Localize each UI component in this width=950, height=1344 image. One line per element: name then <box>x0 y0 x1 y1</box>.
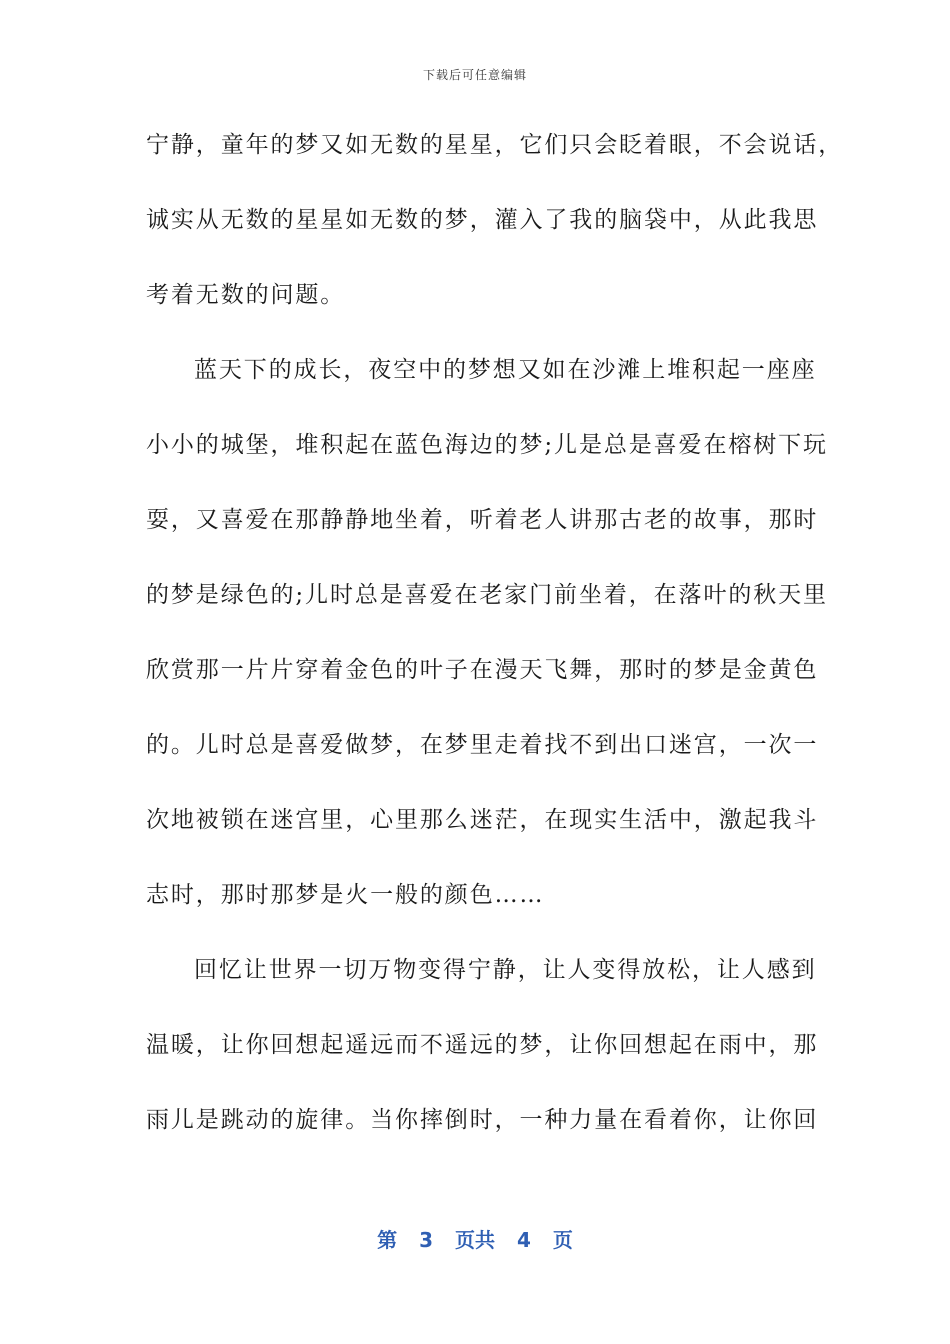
text-line-6: 耍，又喜爱在那静静地坐着，听着老人讲那古老的故事，那时 <box>146 507 819 533</box>
footer-suffix: 页 <box>552 1228 573 1252</box>
page-footer <box>0 1224 950 1253</box>
text-line-1: 宁静，童年的梦又如无数的星星，它们只会眨着眼，不会说话， <box>146 132 844 158</box>
footer-prefix: 第 <box>377 1228 398 1252</box>
text-line-12: 回忆让世界一切万物变得宁静，让人变得放松，让人感到 <box>194 957 817 983</box>
text-line-13: 温暖，让你回想起遥远而不遥远的梦，让你回想起在雨中，那 <box>146 1032 819 1058</box>
text-line-2: 诚实从无数的星星如无数的梦，灌入了我的脑袋中，从此我思 <box>146 207 819 233</box>
footer-total-pages: 4 <box>517 1228 531 1252</box>
page-header: 下载后可任意编辑 <box>422 68 527 82</box>
text-line-3: 考着无数的问题。 <box>146 282 346 308</box>
text-line-11: 志时，那时那梦是火一般的颜色…… <box>146 882 545 908</box>
text-line-10: 次地被锁在迷宫里，心里那么迷茫，在现实生活中，激起我斗 <box>146 807 819 833</box>
text-line-8: 欣赏那一片片穿着金色的叶子在漫天飞舞，那时的梦是金黄色 <box>146 657 819 683</box>
text-line-9: 的。儿时总是喜爱做梦，在梦里走着找不到出口迷宫，一次一 <box>146 732 819 758</box>
text-line-4: 蓝天下的成长，夜空中的梦想又如在沙滩上堆积起一座座 <box>194 357 817 383</box>
text-line-5: 小小的城堡，堆积起在蓝色海边的梦;儿是总是喜爱在榕树下玩 <box>146 432 828 458</box>
footer-current-page: 3 <box>419 1228 433 1252</box>
text-line-7: 的梦是绿色的;儿时总是喜爱在老家门前坐着，在落叶的秋天里 <box>146 582 828 608</box>
text-line-14: 雨儿是跳动的旋律。当你摔倒时，一种力量在看着你，让你回 <box>146 1107 819 1133</box>
footer-middle: 页共 <box>455 1228 495 1252</box>
